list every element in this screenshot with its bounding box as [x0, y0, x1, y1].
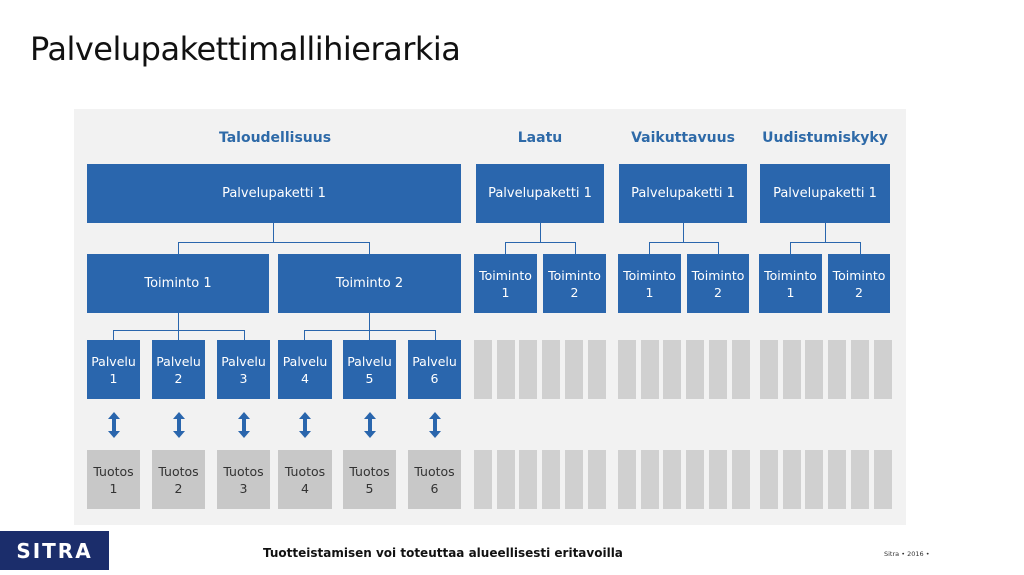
placeholder-slot	[851, 340, 869, 399]
placeholder-slot	[663, 340, 681, 399]
function-number: 1	[501, 284, 510, 300]
service-box-6	[408, 340, 461, 399]
placeholder-slot	[474, 340, 492, 399]
placeholder-slot	[542, 340, 560, 399]
double-arrow-icon	[106, 411, 122, 439]
service-number: 5	[365, 370, 374, 386]
service-box-4	[278, 340, 332, 399]
placeholder-slot	[828, 340, 846, 399]
placeholder-slot	[760, 450, 778, 509]
product-box-2	[152, 450, 205, 509]
product-label: Tuotos	[93, 463, 134, 479]
product-box-4	[278, 450, 332, 509]
placeholder-slot	[851, 450, 869, 509]
function-label: Toiminto	[479, 267, 532, 283]
category-taloudellisuus: Taloudellisuus	[218, 130, 332, 146]
product-box-3	[217, 450, 270, 509]
placeholder-slot	[760, 340, 778, 399]
connector-line	[369, 313, 370, 330]
connector-line	[649, 242, 650, 254]
connector-line	[790, 242, 791, 254]
placeholder-slot	[565, 450, 583, 509]
placeholder-slot	[783, 340, 801, 399]
logo-text: SITRA	[16, 538, 93, 563]
placeholder-slot	[519, 450, 537, 509]
function-box-small	[759, 254, 822, 313]
function-number: 2	[855, 284, 863, 300]
double-arrow-icon	[427, 411, 443, 439]
function-box-2: Toiminto 2	[278, 254, 461, 313]
double-arrow-icon	[362, 411, 378, 439]
product-label: Tuotos	[158, 463, 199, 479]
connector-line	[273, 223, 274, 242]
product-label: Tuotos	[414, 463, 455, 479]
service-label: Palvelu	[347, 353, 392, 369]
footer-page-info: Sitra • 2016 •	[884, 550, 930, 558]
function-box-small	[687, 254, 749, 313]
connector-line	[369, 242, 370, 254]
connector-line	[575, 242, 576, 254]
function-label: Toiminto	[691, 267, 745, 283]
placeholder-slot	[474, 450, 492, 509]
placeholder-slot	[686, 340, 704, 399]
function-number: 1	[786, 284, 795, 300]
placeholder-slot	[805, 450, 823, 509]
service-label: Palvelu	[282, 353, 328, 369]
function-box-small	[618, 254, 681, 313]
package-box-vaikuttavuus: Palvelupaketti 1	[619, 164, 747, 223]
placeholder-slot	[732, 450, 750, 509]
connector-line	[683, 223, 684, 242]
placeholder-slot	[497, 340, 515, 399]
connector-line	[860, 242, 861, 254]
service-label: Palvelu	[91, 353, 136, 369]
placeholder-slot	[542, 450, 560, 509]
product-number: 2	[174, 480, 183, 496]
category-uudistumiskyky: Uudistumiskyky	[762, 130, 888, 146]
connector-line	[649, 242, 718, 243]
function-label: Toiminto	[623, 267, 676, 283]
placeholder-slot	[588, 450, 606, 509]
placeholder-slot	[588, 340, 606, 399]
function-number: 1	[645, 284, 654, 300]
placeholder-slot	[732, 340, 750, 399]
function-number: 2	[570, 284, 579, 300]
category-vaikuttavuus: Vaikuttavuus	[631, 130, 735, 146]
function-box-small	[543, 254, 606, 313]
placeholder-slot	[874, 340, 892, 399]
function-box-small	[474, 254, 537, 313]
connector-line	[178, 330, 179, 340]
function-box-1: Toiminto 1	[87, 254, 269, 313]
connector-line	[244, 330, 245, 340]
placeholder-slot	[618, 340, 636, 399]
connector-line	[790, 242, 860, 243]
footer-text: Tuotteistamisen voi toteuttaa alueellisesti eritavoilla	[263, 546, 623, 560]
product-box-6	[408, 450, 461, 509]
placeholder-slot	[663, 450, 681, 509]
product-number: 3	[239, 480, 248, 496]
double-arrow-icon	[297, 411, 313, 439]
placeholder-slot	[519, 340, 537, 399]
connector-line	[369, 330, 370, 340]
service-number: 6	[430, 370, 439, 386]
product-number: 6	[430, 480, 439, 496]
product-number: 4	[301, 480, 309, 496]
package-box-laatu: Palvelupaketti 1	[476, 164, 604, 223]
placeholder-slot	[805, 340, 823, 399]
connector-line	[304, 330, 305, 340]
connector-line	[505, 242, 575, 243]
connector-line	[113, 330, 114, 340]
category-laatu: Laatu	[517, 130, 563, 146]
service-label: Palvelu	[412, 353, 457, 369]
connector-line	[505, 242, 506, 254]
placeholder-slot	[874, 450, 892, 509]
connector-line	[825, 223, 826, 242]
service-number: 4	[301, 370, 309, 386]
service-box-1	[87, 340, 140, 399]
function-label: Toiminto	[548, 267, 601, 283]
product-box-1	[87, 450, 140, 509]
connector-line	[540, 223, 541, 242]
sitra-logo	[0, 531, 109, 570]
placeholder-slot	[709, 450, 727, 509]
double-arrow-icon	[171, 411, 187, 439]
service-number: 2	[174, 370, 183, 386]
connector-line	[178, 313, 179, 330]
function-box-small	[828, 254, 890, 313]
function-label: Toiminto	[764, 267, 817, 283]
function-label: Toiminto	[832, 267, 886, 283]
service-label: Palvelu	[156, 353, 201, 369]
product-label: Tuotos	[284, 463, 326, 479]
double-arrow-icon	[236, 411, 252, 439]
product-box-5	[343, 450, 396, 509]
placeholder-slot	[497, 450, 515, 509]
connector-line	[435, 330, 436, 340]
connector-line	[178, 242, 369, 243]
package-box-uudistumiskyky: Palvelupaketti 1	[760, 164, 890, 223]
service-number: 1	[109, 370, 118, 386]
placeholder-slot	[686, 450, 704, 509]
product-label: Tuotos	[349, 463, 390, 479]
service-box-5	[343, 340, 396, 399]
placeholder-slot	[565, 340, 583, 399]
service-label: Palvelu	[221, 353, 266, 369]
service-box-2	[152, 340, 205, 399]
connector-line	[718, 242, 719, 254]
slide-title: Palvelupakettimallihierarkia	[30, 30, 461, 68]
placeholder-slot	[641, 340, 659, 399]
connector-line	[178, 242, 179, 254]
function-number: 2	[714, 284, 722, 300]
product-number: 5	[365, 480, 374, 496]
placeholder-slot	[641, 450, 659, 509]
package-box-taloudellisuus: Palvelupaketti 1	[87, 164, 461, 223]
product-number: 1	[109, 480, 118, 496]
placeholder-slot	[783, 450, 801, 509]
placeholder-slot	[618, 450, 636, 509]
service-number: 3	[239, 370, 248, 386]
product-label: Tuotos	[223, 463, 264, 479]
service-box-3	[217, 340, 270, 399]
placeholder-slot	[709, 340, 727, 399]
placeholder-slot	[828, 450, 846, 509]
